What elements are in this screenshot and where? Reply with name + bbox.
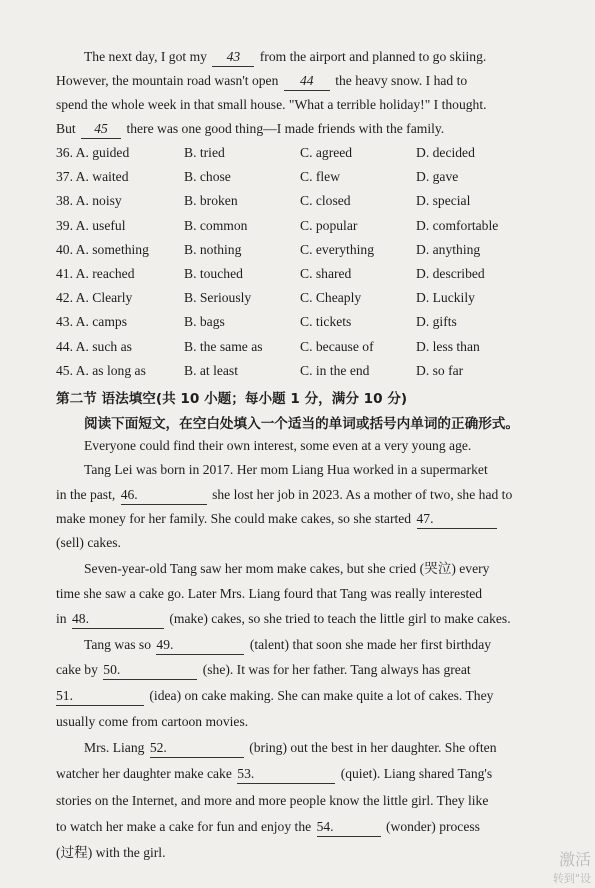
text: make money for her family. She could make cakes, so she started bbox=[56, 511, 412, 526]
blank-43: 43 bbox=[212, 48, 254, 67]
blank-45: 45 bbox=[81, 120, 121, 139]
passage2-p2-line3 bbox=[56, 510, 526, 529]
passage2-p1: Everyone could find their own interest, some even at a very young age. bbox=[84, 438, 472, 453]
option-b: B. touched bbox=[184, 266, 243, 281]
option-n: 40. A. something bbox=[56, 241, 149, 257]
blank-44: 44 bbox=[284, 72, 330, 91]
blank-46: 46. bbox=[121, 486, 207, 505]
option-b: B. tried bbox=[184, 145, 225, 160]
text: (idea) on cake making. She can make quite a lot of cakes. They bbox=[149, 688, 494, 703]
text: The next day, I got my bbox=[84, 49, 207, 64]
option-b: B. at least bbox=[184, 362, 238, 378]
option-b: B. nothing bbox=[184, 241, 242, 257]
passage2-p3-line3 bbox=[56, 610, 526, 629]
option-n: 41. A. reached bbox=[56, 266, 135, 281]
option-n: 44. A. such as bbox=[56, 338, 132, 354]
passage1-line2 bbox=[56, 72, 526, 91]
passage2-p4-line4: usually come from cartoon movies. bbox=[56, 714, 249, 729]
option-c: C. in the end bbox=[300, 362, 370, 378]
activation-watermark: 激活 bbox=[558, 850, 591, 869]
option-c: C. everything bbox=[300, 241, 374, 257]
option-n: 43. A. camps bbox=[56, 314, 127, 330]
option-c: C. flew bbox=[300, 169, 341, 185]
option-b: B. common bbox=[184, 217, 248, 233]
option-d: D. so far bbox=[416, 362, 464, 378]
blank-48: 48. bbox=[72, 610, 164, 629]
text: Tang was so bbox=[84, 637, 152, 652]
text: there was one good thing—I made friends with the family. bbox=[126, 121, 445, 136]
option-b: B. bags bbox=[184, 314, 225, 330]
passage2-p5-line5: (过程) with the girl. bbox=[56, 845, 166, 860]
text: in the past, bbox=[56, 487, 116, 502]
blank-50: 50. bbox=[103, 661, 197, 680]
section-instruction: 阅读下面短文，在空白处填入一个适当的单词或括号内单词的正确形式。 bbox=[84, 416, 519, 432]
passage2-p2-line2 bbox=[56, 486, 526, 505]
option-c: C. Cheaply bbox=[300, 290, 362, 306]
option-d: D. Luckily bbox=[416, 290, 475, 306]
passage2-p5-line2 bbox=[56, 765, 526, 784]
section-title: 第二节 语法填空(共 10 小题；每小题 1 分，满分 10 分) bbox=[56, 391, 408, 407]
passage2-p3-line1: Seven-year-old Tang saw her mom make cakes, but she cried (哭泣) every bbox=[84, 561, 490, 576]
option-d: D. gifts bbox=[416, 314, 457, 330]
option-d: D. described bbox=[416, 266, 485, 281]
option-n: 37. A. waited bbox=[56, 169, 129, 185]
text: in bbox=[56, 611, 67, 626]
option-d: D. comfortable bbox=[416, 217, 499, 233]
blank-52: 52. bbox=[150, 739, 244, 758]
text: the heavy snow. I had to bbox=[335, 73, 468, 88]
option-c: C. because of bbox=[300, 338, 374, 354]
option-n: 42. A. Clearly bbox=[56, 290, 133, 306]
option-d: D. anything bbox=[416, 241, 481, 257]
option-c: C. tickets bbox=[300, 314, 352, 330]
passage1-line1 bbox=[84, 48, 554, 67]
option-d: D. less than bbox=[416, 338, 480, 354]
option-n: 36. A. guided bbox=[56, 145, 130, 160]
blank-54: 54. bbox=[317, 818, 381, 837]
option-b: B. the same as bbox=[184, 338, 263, 354]
text: However, the mountain road wasn't open bbox=[56, 73, 279, 88]
text: (she). It was for her father. Tang always has great bbox=[202, 662, 471, 677]
text: watcher her daughter make cake bbox=[56, 766, 232, 781]
blank-47: 47. bbox=[417, 510, 497, 529]
text: (wonder) process bbox=[385, 819, 480, 834]
text: she lost her job in 2023. As a mother of two, she had to bbox=[212, 487, 513, 502]
option-d: D. gave bbox=[416, 169, 459, 185]
passage2-p4-line2 bbox=[56, 661, 526, 680]
option-n: 38. A. noisy bbox=[56, 193, 122, 209]
passage2-p5-line3: stories on the Internet, and more and more people know the little girl. They like bbox=[56, 793, 489, 808]
option-c: C. closed bbox=[300, 193, 351, 209]
text: from the airport and planned to go skiing. bbox=[259, 49, 487, 64]
passage2-p2-line4: (sell) cakes. bbox=[56, 535, 121, 550]
option-b: B. broken bbox=[184, 193, 238, 209]
passage2-p2-line1: Tang Lei was born in 2017. Her mom Liang Hua worked in a supermarket bbox=[84, 462, 488, 477]
blank-53: 53. bbox=[237, 765, 335, 784]
passage2-p5-line1 bbox=[84, 739, 554, 758]
option-c: C. popular bbox=[300, 217, 358, 233]
option-b: B. Seriously bbox=[184, 290, 252, 306]
option-c: C. agreed bbox=[300, 145, 353, 160]
passage2-p4-line1 bbox=[84, 636, 554, 655]
text: (talent) that soon she made her first birthday bbox=[249, 637, 492, 652]
passage2-p3-line2: time she saw a cake go. Later Mrs. Liang fourd that Tang was really interested bbox=[56, 586, 483, 601]
activation-watermark-sub: 转到"设 bbox=[552, 872, 591, 885]
passage2-p4-line3 bbox=[56, 687, 526, 706]
text: cake by bbox=[56, 662, 98, 677]
option-b: B. chose bbox=[184, 169, 231, 185]
text: (bring) out the best in her daughter. She often bbox=[249, 740, 497, 755]
blank-49: 49. bbox=[156, 636, 244, 655]
option-d: D. decided bbox=[416, 145, 475, 160]
option-n: 39. A. useful bbox=[56, 217, 126, 233]
passage2-p5-line4 bbox=[56, 818, 526, 837]
text: But bbox=[56, 121, 76, 136]
text: (quiet). Liang shared Tang's bbox=[340, 766, 493, 781]
passage1-line4 bbox=[56, 120, 526, 139]
passage1-line3: spend the whole week in that small house. "What a terrible holiday!" I thought. bbox=[56, 97, 487, 112]
option-d: D. special bbox=[416, 193, 471, 209]
text: (make) cakes, so she tried to teach the little girl to make cakes. bbox=[169, 611, 511, 626]
text: Mrs. Liang bbox=[84, 740, 145, 755]
blank-51: 51. bbox=[56, 687, 144, 706]
option-c: C. shared bbox=[300, 266, 352, 281]
text: to watch her make a cake for fun and enjoy the bbox=[56, 819, 312, 834]
option-n: 45. A. as long as bbox=[56, 362, 146, 378]
